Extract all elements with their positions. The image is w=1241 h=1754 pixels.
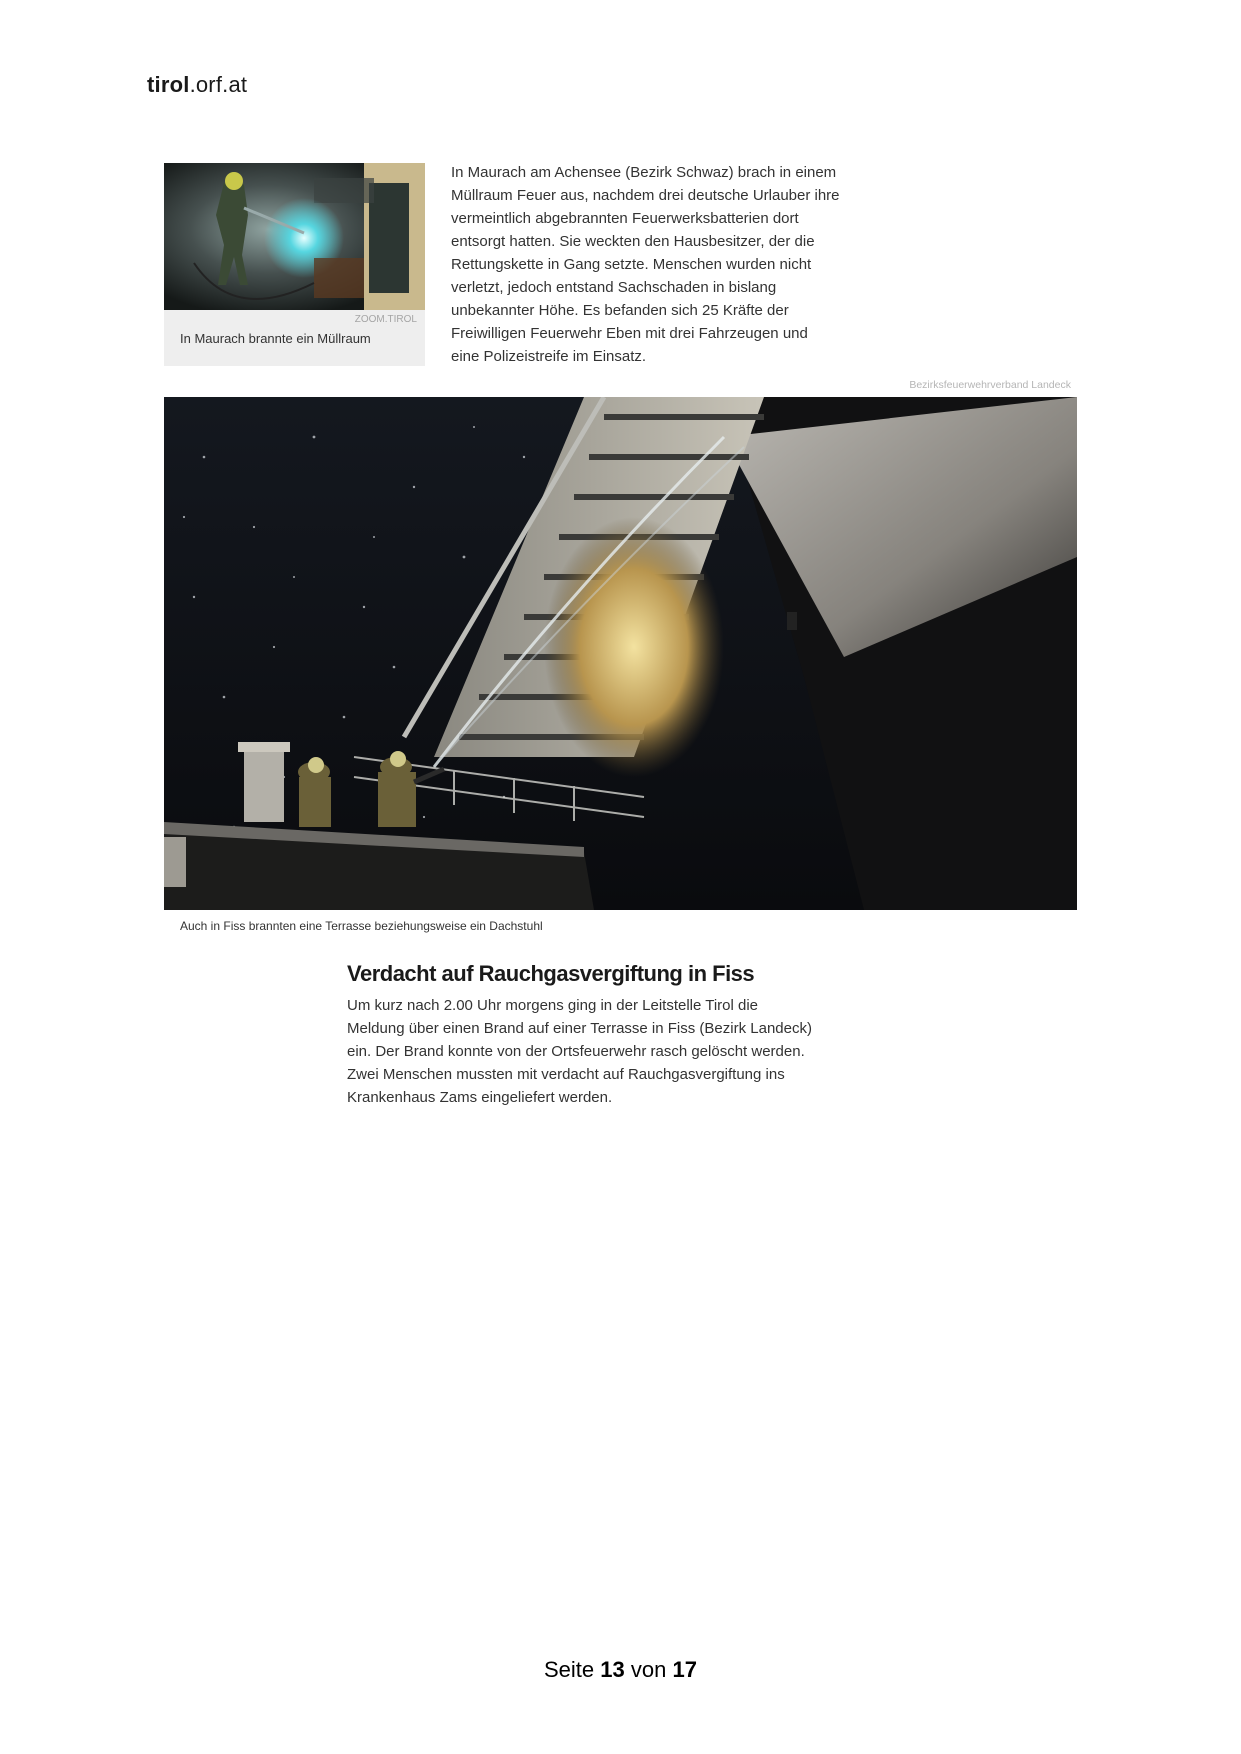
page-number <box>0 1657 1241 1683</box>
page-number-prefix: Seite <box>544 1657 595 1682</box>
paragraph-line: verletzt, jedoch entstand Sachschaden in bislang <box>451 279 777 296</box>
paragraph-line: Freiwilligen Feuerwehr Eben mit drei Fahrzeugen und <box>451 325 808 342</box>
site-name-domain: .orf.at <box>189 72 248 97</box>
paragraph-line: eine Polizeistreife im Einsatz. <box>451 348 647 365</box>
main-photo-firefighters-on-terrace <box>164 397 1077 910</box>
paragraph-line: Um kurz nach 2.00 Uhr morgens ging in der Leitstelle Tirol die <box>347 997 759 1014</box>
maurach-paragraph <box>451 161 901 368</box>
main-photo-caption: Auch in Fiss brannten eine Terrasse beziehungsweise ein Dachstuhl <box>180 919 543 933</box>
paragraph-line: Krankenhaus Zams eingeliefert werden. <box>347 1089 613 1106</box>
main-photo-illustration <box>164 397 1077 910</box>
paragraph-line: ein. Der Brand konnte von der Ortsfeuerwehr rasch gelöscht werden. <box>347 1043 805 1060</box>
paragraph-line: Zwei Menschen mussten mit verdacht auf Rauchgasvergiftung ins <box>347 1066 785 1083</box>
page-number-current: 13 <box>600 1657 625 1682</box>
paragraph-line: In Maurach am Achensee (Bezirk Schwaz) brach in einem <box>451 164 837 181</box>
page-number-middle: von <box>630 1657 667 1682</box>
site-name-bold: tirol <box>147 72 190 97</box>
page-number-total: 17 <box>672 1657 697 1682</box>
paragraph-line: Meldung über einen Brand auf einer Terrasse in Fiss (Bezirk Landeck) <box>347 1020 812 1037</box>
paragraph-line: Müllraum Feuer aus, nachdem drei deutsche Urlauber ihre <box>451 187 840 204</box>
site-name <box>147 72 247 98</box>
section-heading: Verdacht auf Rauchgasvergiftung in Fiss <box>347 961 755 986</box>
thumbnail-image-firefighter-in-smoke <box>164 163 425 310</box>
thumbnail-caption: In Maurach brannte ein Müllraum <box>180 331 371 346</box>
paragraph-line: entsorgt hatten. Sie weckten den Hausbesitzer, der die <box>451 233 815 250</box>
thumbnail-credit: ZOOM.TIROL <box>354 314 417 325</box>
thumbnail-figure <box>164 163 425 366</box>
fiss-paragraph <box>347 994 887 1109</box>
main-photo-credit: Bezirksfeuerwehrverband Landeck <box>909 379 1071 391</box>
paragraph-line: Rettungskette in Gang setzte. Menschen wurden nicht <box>451 256 812 273</box>
paragraph-line: vermeintlich abgebrannten Feuerwerksbatterien dort <box>451 210 799 227</box>
paragraph-line: unbekannter Höhe. Es befanden sich 25 Kräfte der <box>451 302 789 319</box>
thumbnail-illustration <box>164 163 425 310</box>
